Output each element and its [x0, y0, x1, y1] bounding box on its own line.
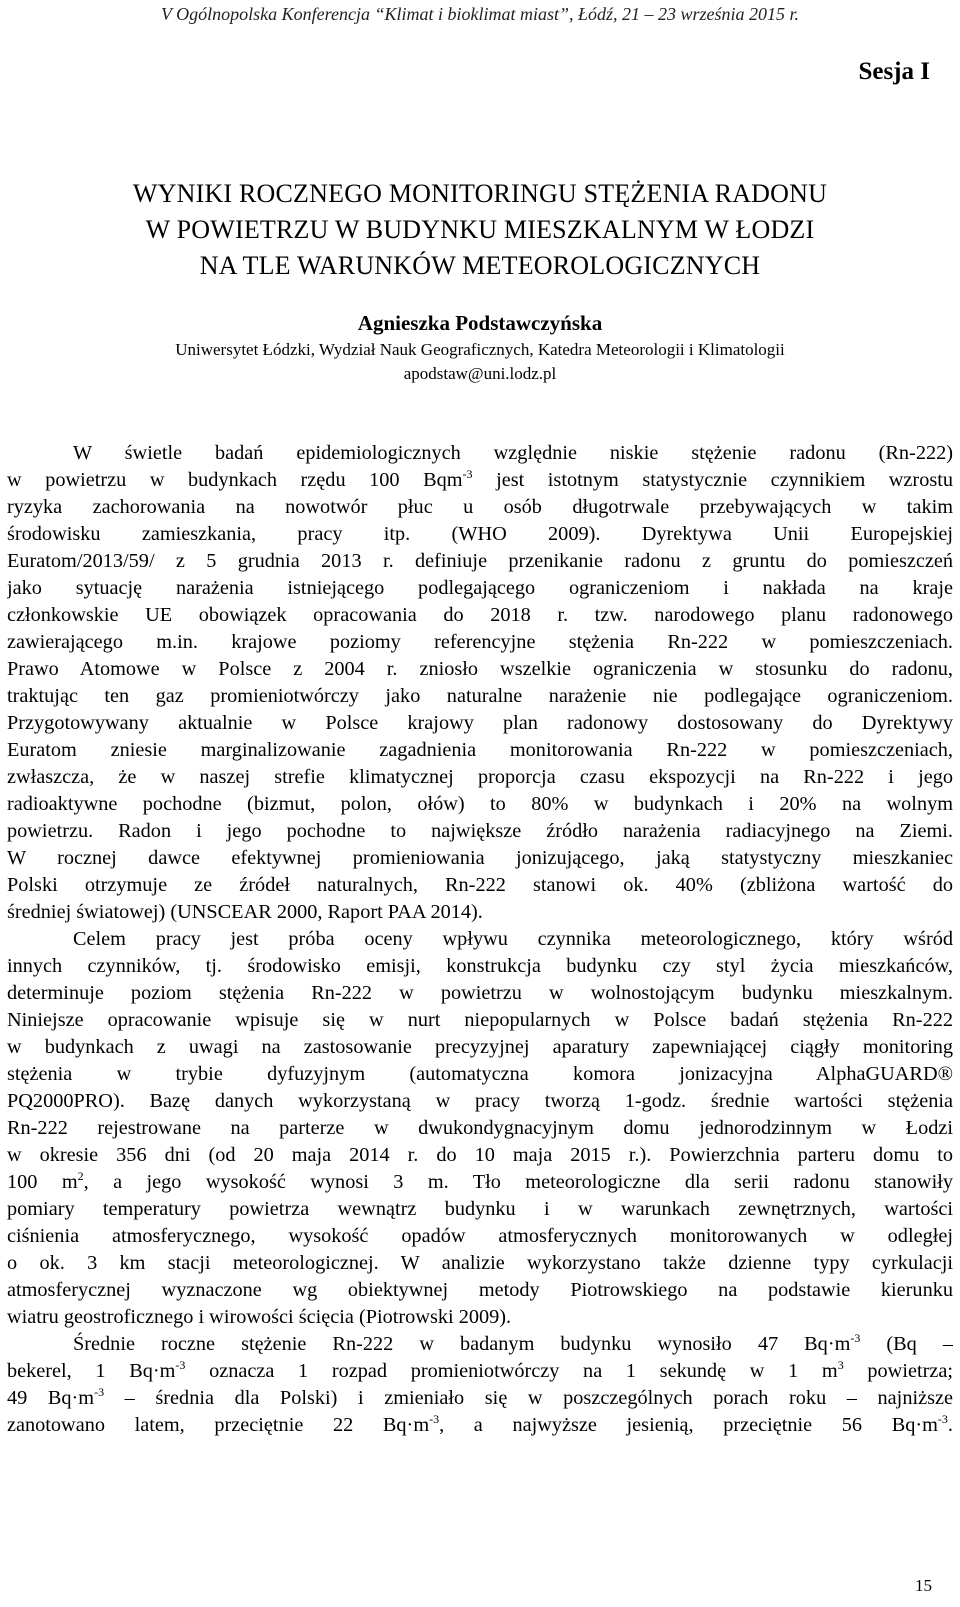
- text-line: Niniejsze opracowanie wpisuje się w nurt niepopularnych w Polsce badań stężenia Rn-222: [7, 1009, 953, 1031]
- text-line: determinuje poziom stężenia Rn-222 w powietrzu w wolnostojącym budynku mieszkalnym.: [7, 982, 953, 1004]
- text-line: o ok. 3 km stacji meteorologicznej. W analizie wykorzystano także dzienne typy cyrkulacji: [7, 1252, 953, 1274]
- abstract-body: [7, 440, 953, 1439]
- text-line: Rn-222 rejestrowane na parterze w dwukondygnacyjnym domu jednorodzinnym w Łodzi: [7, 1117, 953, 1139]
- text-line: Euratom zniesie marginalizowanie zagadnienia monitorowania Rn-222 w pomieszczeniach,: [7, 739, 953, 761]
- text-line: PQ2000PRO). Bazę danych wykorzystaną w pracy tworzą 1-godz. średnie wartości stężenia: [7, 1090, 953, 1112]
- text-line: jako sytuację narażenia istniejącego podlegającego ograniczeniom i nakłada na kraje: [7, 577, 953, 599]
- text-line: innych czynników, tj. środowisko emisji, konstrukcja budynku czy styl życia mieszkańców,: [7, 955, 953, 977]
- text-line: Celem pracy jest próba oceny wpływu czynnika meteorologicznego, który wśród: [73, 928, 953, 950]
- text-line: środowisku zamieszkania, pracy itp. (WHO 2009). Dyrektywa Unii Europejskiej: [7, 523, 953, 545]
- author-email: apodstaw@uni.lodz.pl: [403, 364, 557, 383]
- text-line: w budynkach z uwagi na zastosowanie precyzyjnej aparatury zapewniającej ciągły monitoring: [7, 1036, 953, 1058]
- session-label: Sesja I: [858, 58, 930, 85]
- text-line: ciśnienia atmosferycznego, wysokość opadów atmosferycznych monitorowanych w odległej: [7, 1225, 953, 1247]
- text-line: zanotowano latem, przeciętnie 22 $Bq\cdot m^{-3}$, a najwyższe jesienią, przeciętnie 56 $Bq\cdot m^{-3}$.: [7, 1412, 953, 1436]
- text-line: atmosferycznej wyznaczone wg obiektywnej metody Piotrowskiego na podstawie kierunku: [7, 1279, 953, 1301]
- text-line: średniej światowej) (UNSCEAR 2000, Raport PAA 2014).: [7, 901, 483, 923]
- text-line: powietrzu. Radon i jego pochodne to największe źródło narażenia radiacyjnego na Ziemi.: [7, 820, 953, 842]
- text-line: w okresie 356 dni (od 20 maja 2014 r. do 10 maja 2015 r.). Powierzchnia parteru domu to: [7, 1144, 953, 1166]
- text-line: w powietrzu w budynkach rzędu 100 Bqm$^{-3}$ jest istotnym statystycznie czynnikiem wzrostu: [7, 467, 953, 491]
- text-line: ryzyka zachorowania na nowotwór płuc u osób długotrwale przebywających w takim: [7, 496, 953, 518]
- text-line: pomiary temperatury powietrza wewnątrz budynku i w warunkach zewnętrznych, wartości: [7, 1198, 953, 1220]
- text-line: członkowskie UE obowiązek opracowania do 2018 r. tzw. narodowego planu radonowego: [7, 604, 953, 626]
- text-line: bekerel, 1 $Bq\cdot m^{-3}$ oznacza 1 rozpad promieniotwórczy na 1 sekundę w 1 $m^3$ powietrza;: [7, 1358, 953, 1382]
- title-line-3: NA TLE WARUNKÓW METEOROLOGICZNYCH: [199, 251, 761, 280]
- text-line: stężenia w trybie dyfuzyjnym (automatyczna komora jonizacyjna AlphaGUARD®: [7, 1063, 953, 1085]
- text-line: Polski otrzymuje ze źródeł naturalnych, Rn-222 stanowi ok. 40% (zbliżona wartość do: [7, 874, 953, 896]
- title-line-1: WYNIKI ROCZNEGO MONITORINGU STĘŻENIA RADONU: [132, 179, 828, 208]
- text-line: 100 $m^2$, a jego wysokość wynosi 3 m. Tło meteorologiczne dla serii radonu stanowiły: [7, 1169, 953, 1193]
- text-line: zwłaszcza, że w naszej strefie klimatycznej proporcja czasu ekspozycji na Rn-222 i jego: [7, 766, 953, 788]
- text-line: W rocznej dawce efektywnej promieniowania jonizującego, jaką statystyczny mieszkaniec: [7, 847, 953, 869]
- text-line: zawierającego m.in. krajowe poziomy referencyjne stężenia Rn-222 w pomieszczeniach.: [7, 631, 953, 653]
- text-line: Euratom/2013/59/ z 5 grudnia 2013 r. definiuje przenikanie radonu z gruntu do pomieszczeń: [7, 550, 953, 572]
- page-number: 15: [915, 1576, 932, 1595]
- title-line-2: W POWIETRZU W BUDYNKU MIESZKALNYM W ŁODZI: [145, 215, 815, 244]
- paper-title: [0, 176, 960, 284]
- author-affiliation: Uniwersytet Łódzki, Wydział Nauk Geograficznych, Katedra Meteorologii i Klimatologii: [175, 340, 785, 359]
- author-name: Agnieszka Podstawczyńska: [357, 311, 603, 335]
- text-line: W świetle badań epidemiologicznych względnie niskie stężenie radonu (Rn-222): [73, 442, 953, 464]
- text-line: traktując ten gaz promieniotwórczy jako naturalne narażenie nie podlegające ograniczeniom.: [7, 685, 953, 707]
- text-line: 49 $Bq\cdot m^{-3}$ – średnia dla Polski) i zmieniało się w poszczególnych porach roku – najniższe: [7, 1385, 953, 1409]
- text-line: wiatru geostroficznego i wirowości ścięcia (Piotrowski 2009).: [7, 1306, 512, 1328]
- text-line: radioaktywne pochodne (bizmut, polon, ołów) to 80% w budynkach i 20% na wolnym: [7, 793, 953, 815]
- text-line: Przygotowywany aktualnie w Polsce krajowy plan radonowy dostosowany do Dyrektywy: [7, 712, 953, 734]
- text-line: Średnie roczne stężenie Rn-222 w badanym budynku wynosiło 47 $Bq\cdot m^{-3}$ (Bq –: [73, 1331, 953, 1355]
- running-header: V Ogólnopolska Konferencja “Klimat i bioklimat miast”, Łódź, 21 – 23 września 2015 r.: [160, 4, 800, 24]
- text-line: Prawo Atomowe w Polsce z 2004 r. zniosło wszelkie ograniczenia w stosunku do radonu,: [7, 658, 953, 680]
